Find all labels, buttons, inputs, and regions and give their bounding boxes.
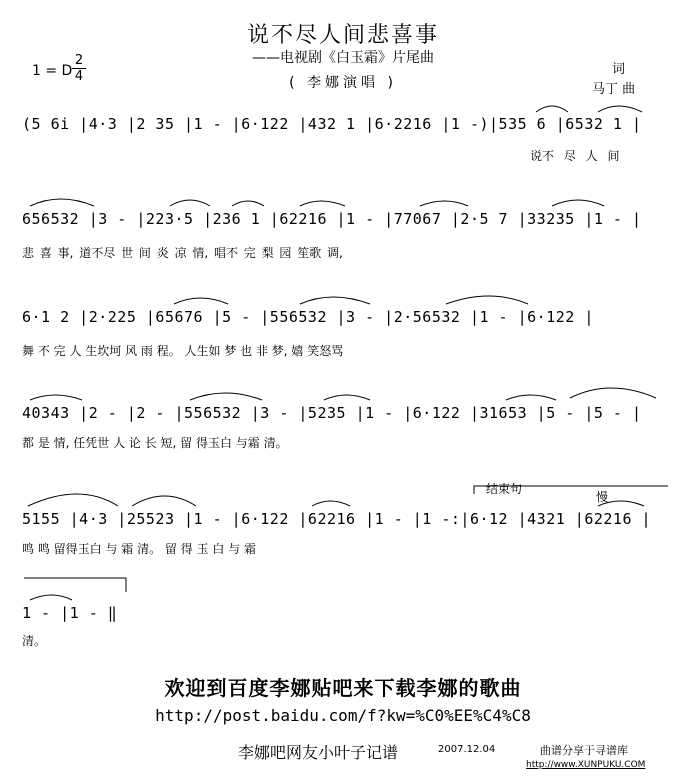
song-subtitle: ——电视剧《白玉霜》片尾曲 xyxy=(252,50,434,66)
slur xyxy=(506,395,556,400)
slur xyxy=(552,200,604,206)
tempo-marking: 慢 xyxy=(596,490,609,504)
composer-credit: 马丁 曲 xyxy=(592,82,636,97)
stave-3-lyrics: 舞 不 完 人 生坎坷 风 雨 程。 人生如 梦 也 非 梦, 嬉 笑怒骂 xyxy=(22,344,344,358)
slur xyxy=(190,393,262,400)
slur xyxy=(132,496,196,506)
stave-5-lyrics: 鸣 鸣 留得玉白 与 霜 清。 留 得 玉 白 与 霜 xyxy=(22,542,256,556)
stave-6-lyrics: 清。 xyxy=(22,634,47,648)
slur xyxy=(420,201,468,206)
key-signature: 1 = D xyxy=(32,63,73,79)
footer-banner: 欢迎到百度李娜贴吧来下载李娜的歌曲 xyxy=(164,676,522,700)
footer-url[interactable]: http://post.baidu.com/f?kw=%C0%EE%C4%C8 xyxy=(155,706,531,725)
stave-1-lyrics: 说不 尽 人 间 xyxy=(530,149,620,163)
stave-3-notes: 6·1 2 |2·225 |65676 |5 - |556532 |3 - |2·56532 |1 - |6·122 | xyxy=(22,308,594,326)
slur xyxy=(28,494,118,506)
slur xyxy=(570,388,656,398)
slur xyxy=(324,395,370,400)
time-signature-top: 2 xyxy=(74,53,84,68)
song-title: 说不尽人间悲喜事 xyxy=(246,23,439,48)
volta-bracket xyxy=(24,578,126,592)
transcriber-credit: 李娜吧网友小叶子记谱 xyxy=(238,743,399,762)
stave-4-notes: 40343 |2 - |2 - |556532 |3 - |5235 |1 - |6·122 |31653 |5 - |5 - | xyxy=(22,404,642,422)
slur xyxy=(232,201,264,206)
slur xyxy=(300,297,370,304)
slur xyxy=(30,395,82,400)
share-url[interactable]: http://www.XUNPUKU.COM xyxy=(526,760,646,770)
stave-4-lyrics: 都 是 情, 任凭世 人 论 长 短, 留 得玉白 与霜 清。 xyxy=(22,436,288,450)
slur xyxy=(30,199,94,206)
slur xyxy=(174,298,228,304)
stave-5-notes: 5155 |4·3 |25523 |1 - |6·122 |62216 |1 - |1 -:|6·12 |4321 |62216 | xyxy=(22,510,652,528)
slur xyxy=(598,501,644,506)
slur xyxy=(300,201,345,206)
transcription-date: 2007.12.04 xyxy=(438,744,496,755)
slur xyxy=(30,595,72,600)
time-signature-bottom: 4 xyxy=(74,69,84,84)
stave-2-lyrics: 悲 喜 事, 道不尽 世 间 炎 凉 情, 唱不 完 梨 园 笙歌 调, xyxy=(22,246,343,260)
slur xyxy=(598,106,642,112)
slur xyxy=(170,200,210,206)
volta-bracket xyxy=(474,486,668,494)
slur xyxy=(446,296,528,304)
lyricist-credit: 词 xyxy=(612,62,626,77)
share-label: 曲谱分享于寻谱库 xyxy=(540,744,628,757)
stave-1-notes: (5 6i |4·3 |2 35 |1 - |6·122 |432 1 |6·2216 |1 -)|535 6 |6532 1 | xyxy=(22,115,642,133)
ending-marking: 结束句 xyxy=(486,482,523,496)
stave-6-notes: 1 - |1 - ‖ xyxy=(22,604,118,622)
stave-2-notes: 656532 |3 - |223·5 |236 1 |62216 |1 - |77067 |2·5 7 |33235 |1 - | xyxy=(22,210,642,228)
slur xyxy=(536,106,568,112)
slur xyxy=(312,501,350,506)
singer-credit: ( 李娜演唱 ) xyxy=(289,75,397,91)
